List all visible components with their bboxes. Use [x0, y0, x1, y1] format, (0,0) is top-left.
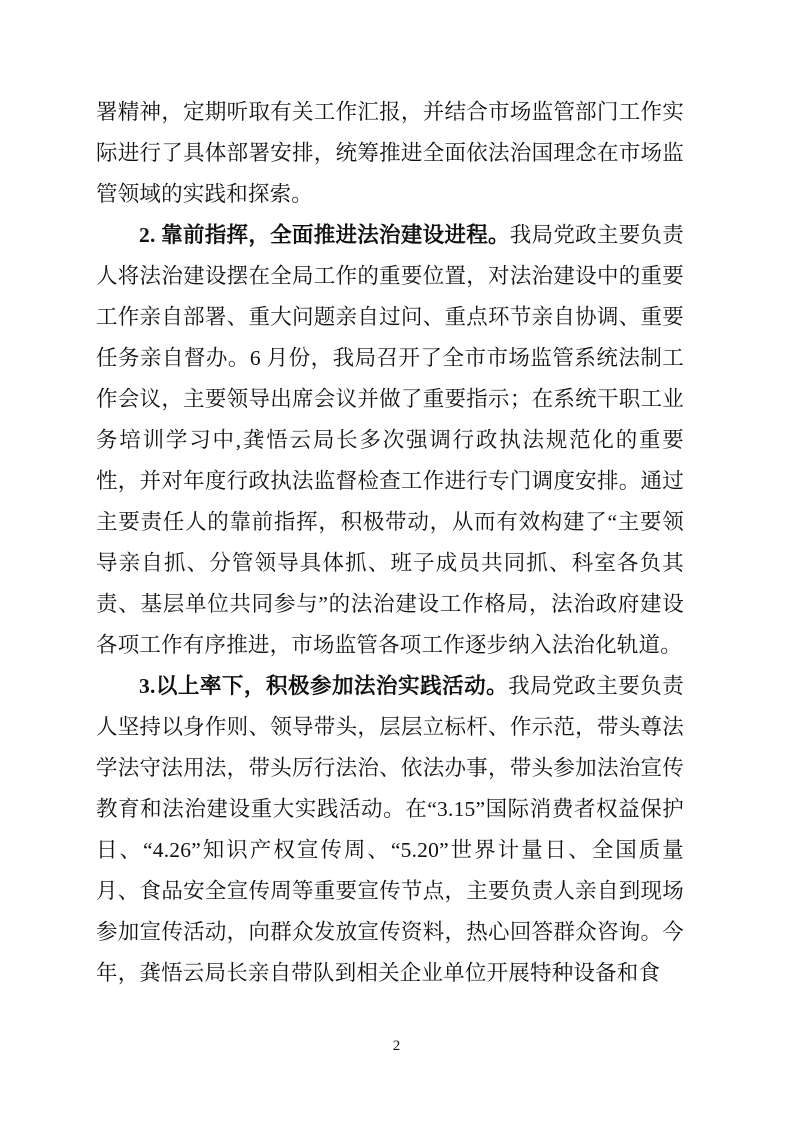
paragraph-continuation: [96, 92, 684, 215]
page-number: 2: [392, 1038, 401, 1054]
section-heading-run: 2. 靠前指挥，全面推进法治建设进程。: [139, 223, 510, 247]
document-body: [96, 92, 684, 994]
body-text-run: 署精神，定期听取有关工作汇报，并结合市场监管部门工作实际进行了具体部署安排，统筹推进全面依法治国理念在市场监管领域的实践和探索。: [96, 100, 684, 206]
paragraph-section-3: [96, 666, 684, 994]
paragraph-section-2: [96, 215, 684, 666]
section-heading-run: 3.以上率下，积极参加法治实践活动。: [139, 674, 509, 698]
body-text-run: 我局党政主要负责人坚持以身作则、领导带头，层层立标杆、作示范，带头尊法学法守法用法，带头厉行法治、依法办事，带头参加法治宣传教育和法治建设重大实践活动。在“3.15”国际消费者权益保护日、“4.26”知识产权宣传周、“5.20”世界计量日、全国质量月、食品安全宣传周等重要宣传节点，主要负责人亲自到现场参加宣传活动，向群众发放宣传资料，热心回答群众咨询。今年，龚悟云局长亲自带队到相关企业单位开展特种设备和食: [96, 674, 684, 985]
page-footer: [0, 1036, 793, 1056]
body-text-run: 我局党政主要负责人将法治建设摆在全局工作的重要位置，对法治建设中的重要工作亲自部署、重大问题亲自过问、重点环节亲自协调、重要任务亲自督办。6 月份，我局召开了全市市场监管系统法制工作会议，主要领导出席会议并做了重要指示；在系统干职工业务培训学习中,龚悟云局长多次强调行政执法规范化的重要性，并对年度行政执法监督检查工作进行专门调度安排。通过主要责任人的靠前指挥，积极带动，从而有效构建了“主要领导亲自抓、分管领导具体抓、班子成员共同抓、科室各负其责、基层单位共同参与”的法治建设工作格局，法治政府建设各项工作有序推进，市场监管各项工作逐步纳入法治化轨道。: [96, 223, 684, 657]
